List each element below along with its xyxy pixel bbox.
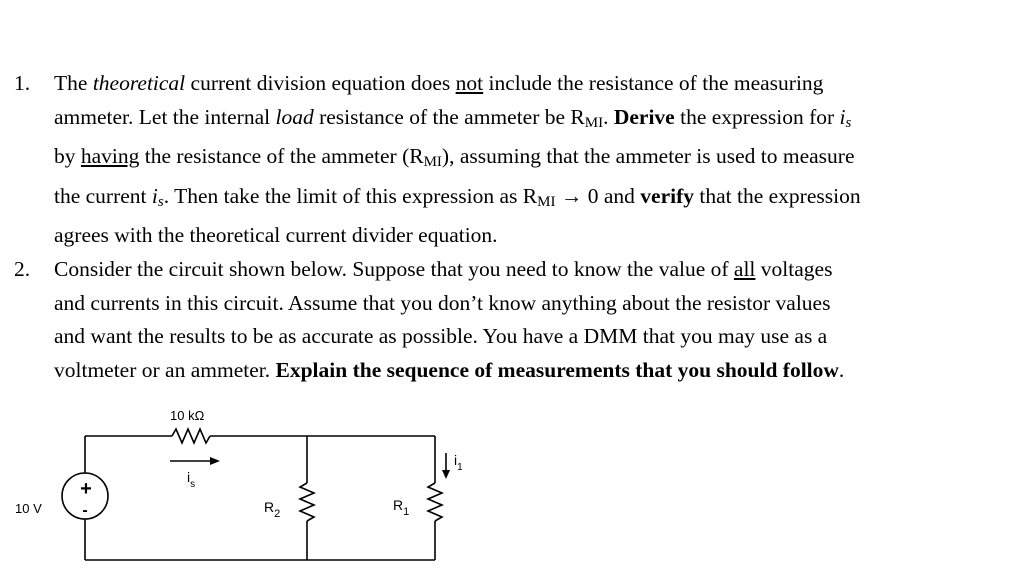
q1-line-5: agrees with the theoretical current divider equation. — [54, 223, 498, 247]
question-2 — [14, 253, 1014, 387]
series-resistor-icon — [172, 429, 210, 443]
question-1-text — [54, 67, 1014, 253]
q2-line-2: and currents in this circuit. Assume that you don’t know anything about the resistor values — [54, 290, 831, 315]
r2-label: $R_2$ — [264, 499, 281, 520]
r1-label: $R_1$ — [393, 497, 410, 518]
q1-line-2: ammeter. Let the internal load resistance of the ammeter be $R_{MI}$. Derive the expression for $i_s$ — [54, 104, 852, 131]
source-plus-sign: + — [80, 478, 92, 500]
q2-line-4: voltmeter or an ammeter. Explain the sequence of measurements that you should follow. — [54, 357, 845, 382]
series-resistor-label: 10 kΩ — [170, 408, 205, 423]
q2-line-3: and want the results to be as accurate as possible. You have a DMM that you may use as a — [54, 324, 828, 348]
question-1 — [14, 67, 1014, 253]
source-voltage-label: 10 V — [15, 501, 42, 516]
is-label: $i_s$ — [187, 469, 196, 490]
i1-arrowhead-icon — [442, 470, 450, 479]
is-arrowhead-icon — [210, 457, 220, 465]
source-minus-sign: - — [82, 502, 88, 519]
q1-line-1: The theoretical current division equation does not include the resistance of the measuring — [54, 71, 824, 95]
r2-resistor-icon — [300, 483, 314, 521]
question-2-text — [54, 253, 1014, 387]
q1-line-3: by having the resistance of the ammeter $(R_{MI})$, assuming that the ammeter is used to measure — [54, 144, 855, 170]
r1-resistor-icon — [428, 483, 442, 521]
q1-line-4: the current $i_s$. Then take the limit of this expression as $R_{MI} \to 0$ and verify that the expression — [54, 183, 861, 210]
q2-line-1: Consider the circuit shown below. Suppose that you need to know the value of all voltages — [54, 257, 833, 281]
question-2-number: 2. — [14, 257, 31, 281]
i1-label: $i_1$ — [454, 452, 463, 473]
question-1-number: 1. — [14, 71, 31, 95]
circuit-diagram — [0, 395, 520, 581]
